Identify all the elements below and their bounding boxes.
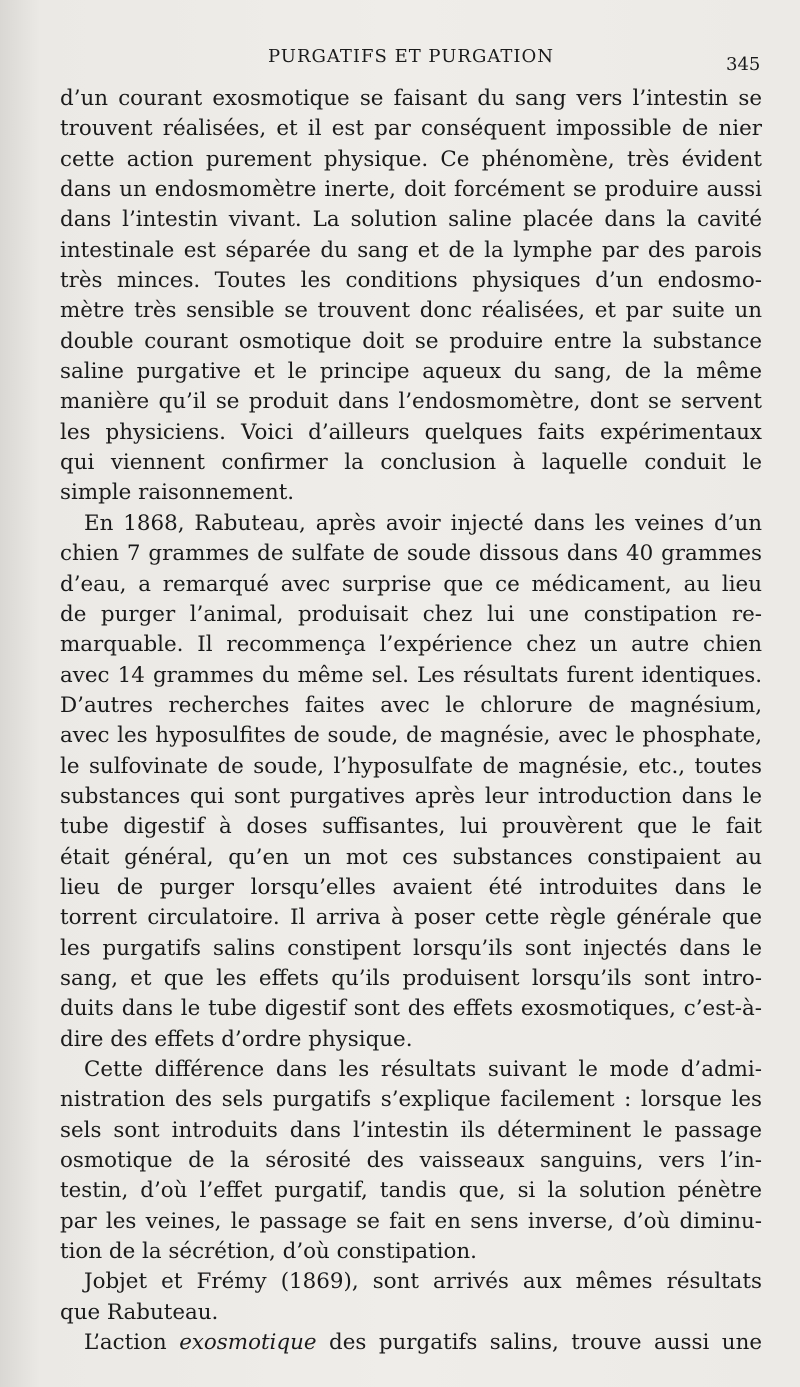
- text-line: simple raisonnement.: [60, 480, 295, 506]
- text-line: de purger l’animal, produisait chez lui une constipation re-: [60, 601, 762, 627]
- text-line: avec les hyposulfites de soude, de magnésie, avec le phosphate,: [60, 723, 762, 749]
- text-line: Jobjet et Frémy (1869), sont arrivés aux mêmes résultats: [84, 1269, 762, 1295]
- text-line: saline purgative et le principe aqueux du sang, de la même: [60, 359, 762, 385]
- text-line: torrent circulatoire. Il arriva à poser cette règle générale que: [60, 905, 762, 931]
- text-line: dire des effets d’ordre physique.: [60, 1026, 413, 1052]
- text-line: mètre très sensible se trouvent donc réalisées, et par suite un: [60, 298, 762, 324]
- text-line: substances qui sont purgatives après leur introduction dans le: [60, 783, 762, 809]
- text-line: très minces. Toutes les conditions physiques d’un endosmo-: [60, 268, 762, 294]
- text-line: que Rabuteau.: [60, 1299, 219, 1325]
- text-line: d’un courant exosmotique se faisant du sang vers l’intestin se: [60, 86, 762, 111]
- text-line: testin, d’où l’effet purgatif, tandis que, si la solution pénètre: [60, 1178, 762, 1204]
- text-line: lieu de purger lorsqu’elles avaient été introduites dans le: [60, 874, 762, 900]
- text-line: dans l’intestin vivant. La solution saline placée dans la cavité: [60, 207, 762, 233]
- text-line: était général, qu’en un mot ces substances constipaient au: [60, 844, 762, 870]
- text-line: d’eau, a remarqué avec surprise que ce médicament, au lieu: [60, 571, 762, 597]
- text-line: En 1868, Rabuteau, après avoir injecté dans les veines d’un: [84, 510, 762, 536]
- text-segment: L’action: [84, 1330, 180, 1356]
- text-line: sels sont introduits dans l’intestin ils déterminent le passage: [60, 1117, 762, 1143]
- text-line: chien 7 grammes de sulfate de soude dissous dans 40 grammes: [60, 541, 762, 567]
- text-line: osmotique de la sérosité des vaisseaux sanguins, vers l’in-: [60, 1148, 762, 1174]
- body-text: [60, 84, 762, 1358]
- text-line: avec 14 grammes du même sel. Les résultats furent identiques.: [60, 662, 762, 688]
- text-line: intestinale est séparée du sang et de la lymphe par des parois: [60, 237, 762, 263]
- text-line: duits dans le tube digestif sont des effets exosmotiques, c’est-à-: [60, 996, 762, 1022]
- text-line: Cette différence dans les résultats suivant le mode d’admi-: [84, 1057, 762, 1082]
- text-line: cette action purement physique. Ce phénomène, très évident: [60, 146, 762, 172]
- text-line: marquable. Il recommença l’expérience chez un autre chien: [60, 632, 762, 658]
- page-number: 345: [726, 54, 761, 75]
- text-line: sang, et que les effets qu’ils produisent lorsqu’ils sont intro-: [60, 965, 762, 991]
- text-line: [60, 1328, 762, 1358]
- text-line: tion de la sécrétion, d’où constipation.: [60, 1239, 477, 1265]
- text-line: nistration des sels purgatifs s’explique facilement : lorsque les: [60, 1087, 762, 1113]
- text-line: double courant osmotique doit se produire entre la substance: [60, 328, 762, 354]
- italic-term: exosmotique: [179, 1330, 317, 1356]
- page-header: [0, 42, 800, 75]
- text-line: les purgatifs salins constipent lorsqu’ils sont injectés dans le: [60, 935, 762, 961]
- text-line: qui viennent confirmer la conclusion à laquelle conduit le: [60, 450, 762, 476]
- text-line: tube digestif à doses suffisantes, lui prouvèrent que le fait: [60, 814, 762, 840]
- text-line: trouvent réalisées, et il est par conséquent impossible de nier: [60, 116, 762, 142]
- text-line: D’autres recherches faites avec le chlorure de magnésium,: [60, 692, 762, 718]
- text-line: les physiciens. Voici d’ailleurs quelques faits expérimentaux: [60, 419, 762, 445]
- text-line: par les veines, le passage se fait en sens inverse, d’où diminu-: [60, 1208, 762, 1234]
- text-segment: des purgatifs salins, trouve aussi une: [316, 1330, 762, 1356]
- text-line: dans un endosmomètre inerte, doit forcément se produire aussi: [60, 177, 762, 203]
- running-head: PURGATIFS ET PURGATION: [268, 46, 554, 67]
- text-line: manière qu’il se produit dans l’endosmomètre, dont se servent: [60, 389, 762, 415]
- text-line: le sulfovinate de soude, l’hyposulfate de magnésie, etc., toutes: [60, 753, 762, 779]
